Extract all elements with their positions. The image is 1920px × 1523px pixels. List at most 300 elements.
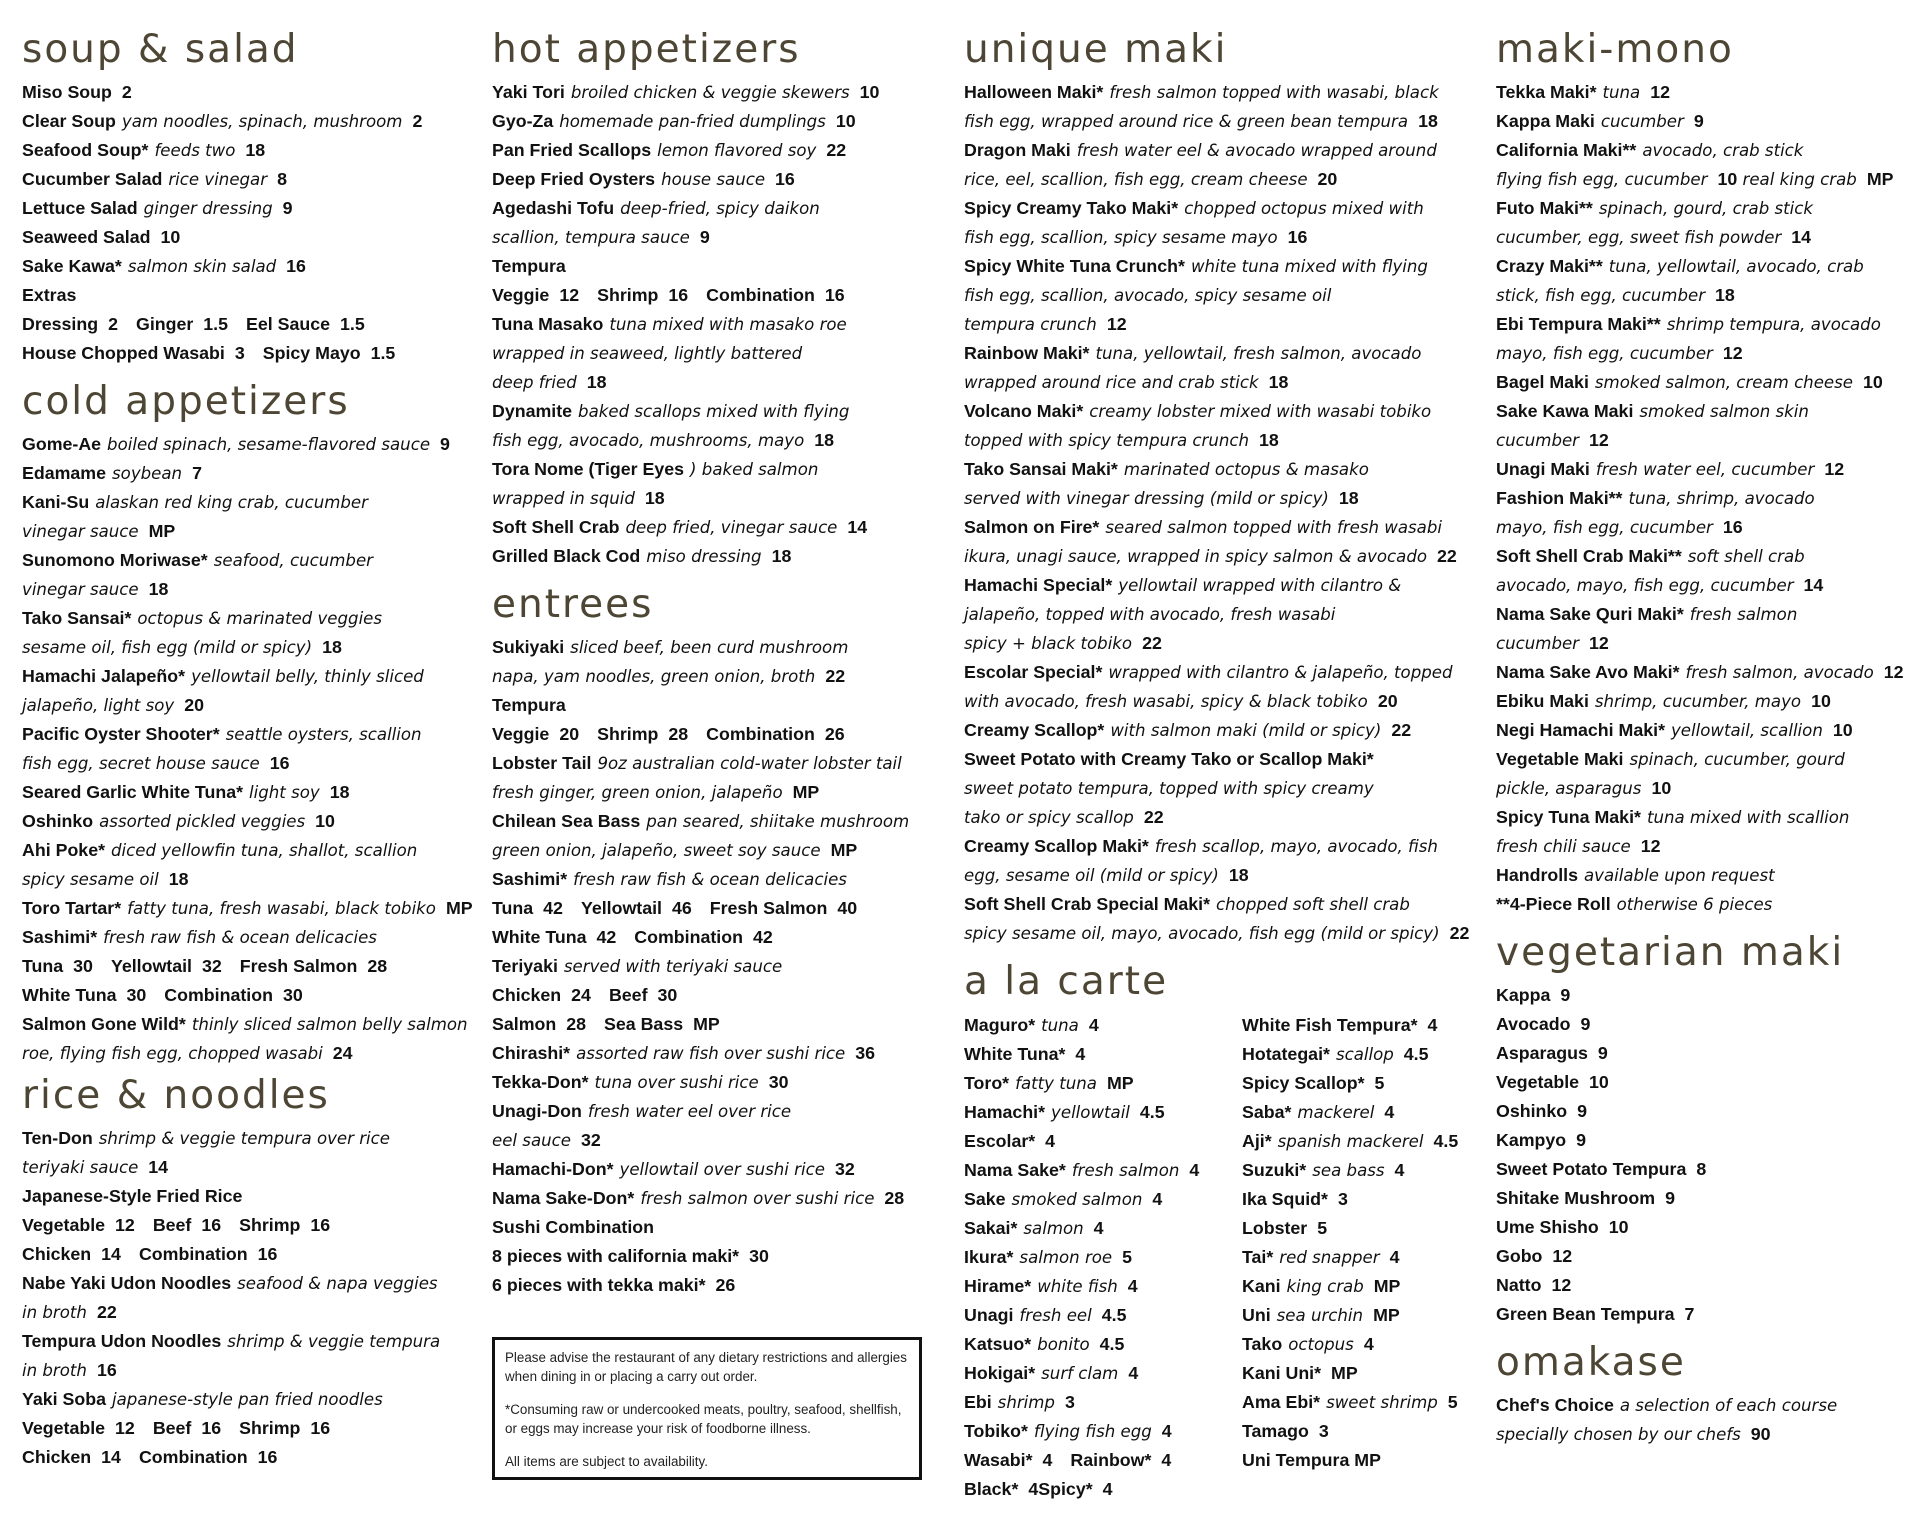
menu-line — [964, 426, 1484, 455]
item-name: Sake — [964, 1189, 1006, 1209]
item-name: Teriyaki — [492, 956, 558, 976]
menu-line — [964, 1359, 1234, 1388]
item-name: Hamachi* — [964, 1102, 1046, 1122]
price: 4 — [1102, 1479, 1113, 1499]
menu-line — [22, 865, 482, 894]
price: 16 — [668, 285, 689, 305]
item-name: Pacific Oyster Shooter* — [22, 724, 220, 744]
price: 22 — [826, 140, 847, 160]
item-name: Extras — [22, 285, 77, 305]
item-name: Beef — [152, 1418, 192, 1438]
item-description: shrimp, cucumber, mayo — [1594, 692, 1802, 711]
item-name: Toro* — [964, 1073, 1010, 1093]
item-name: Cucumber Salad — [22, 169, 163, 189]
menu-line — [964, 774, 1484, 803]
item-name: Aji* — [1242, 1131, 1272, 1151]
menu-line — [492, 1271, 932, 1300]
item-description: topped with spicy tempura crunch — [964, 431, 1250, 450]
item-name: Ume Shisho — [1496, 1217, 1599, 1237]
item-description: green onion, jalapeño, sweet soy sauce — [492, 841, 821, 860]
price: 22 — [1437, 546, 1457, 566]
price: 2 — [412, 111, 423, 131]
menu-line — [1496, 716, 1916, 745]
item-description: fish egg, scallion, spicy sesame mayo — [964, 228, 1278, 247]
item-description: seafood & napa veggies — [237, 1274, 438, 1293]
price: 4.5 — [1139, 1102, 1165, 1122]
menu-line — [492, 78, 932, 107]
menu-line — [1496, 1068, 1916, 1097]
price: 4 — [1427, 1015, 1438, 1035]
item-name: Nama Sake-Don* — [492, 1188, 635, 1208]
item-name: Tako — [1242, 1334, 1283, 1354]
price: 16 — [257, 1244, 278, 1264]
menu-line — [492, 1097, 932, 1126]
menu-line — [1496, 832, 1916, 861]
menu-line — [964, 745, 1484, 774]
item-description: yellowtail over sushi rice — [619, 1160, 825, 1179]
item-description: fresh raw fish & ocean delicacies — [573, 870, 847, 889]
item-name: Oshinko — [22, 811, 94, 831]
price: 3 — [1318, 1421, 1329, 1441]
item-description: creamy lobster mixed with wasabi tobiko — [1089, 402, 1432, 421]
menu-line — [1496, 484, 1916, 513]
item-name: Escolar* — [964, 1131, 1036, 1151]
menu-line — [1242, 1243, 1502, 1272]
menu-line — [22, 136, 482, 165]
item-name: Fashion Maki** — [1496, 488, 1623, 508]
item-description: shrimp tempura, avocado — [1666, 315, 1881, 334]
item-description: tako or spicy scallop — [964, 808, 1134, 827]
price: 24 — [332, 1043, 353, 1063]
item-name: Tuna — [492, 898, 534, 918]
item-name: Vegetable — [22, 1418, 106, 1438]
price: 22 — [1449, 923, 1470, 943]
item-name: Lettuce Salad — [22, 198, 138, 218]
price: 9 — [282, 198, 293, 218]
item-description: salmon skin salad — [127, 257, 277, 276]
item-description: served with teriyaki sauce — [563, 957, 783, 976]
item-description: scallion, tempura sauce — [492, 228, 690, 247]
item-name: Pan Fried Scallops — [492, 140, 652, 160]
menu-line — [1242, 1359, 1502, 1388]
menu-line — [22, 165, 482, 194]
menu-line — [492, 513, 932, 542]
item-description: seattle oysters, scallion — [225, 725, 422, 744]
item-description: seared salmon topped with fresh wasabi — [1105, 518, 1442, 537]
item-description: roe, flying fish egg, chopped wasabi — [22, 1044, 323, 1063]
item-name: Nama Sake Avo Maki* — [1496, 662, 1680, 682]
item-description: available upon request — [1584, 866, 1775, 885]
item-description: with avocado, fresh wasabi, spicy & black tobiko — [964, 692, 1368, 711]
item-name: Soft Shell Crab Special Maki* — [964, 894, 1211, 914]
item-name: Tuna — [22, 956, 64, 976]
menu-line — [492, 194, 932, 223]
price: 4 — [1389, 1247, 1400, 1267]
item-name: Katsuo* — [964, 1334, 1032, 1354]
item-description: smoked salmon skin — [1639, 402, 1809, 421]
item-name: Grilled Black Cod — [492, 546, 641, 566]
item-name: Sweet Potato Tempura — [1496, 1159, 1687, 1179]
item-name: Natto — [1496, 1275, 1542, 1295]
menu-line — [1496, 78, 1916, 107]
item-name: Uni Tempura MP — [1242, 1450, 1381, 1470]
item-name: Deep Fried Oysters — [492, 169, 656, 189]
item-name: Spicy Scallop* — [1242, 1073, 1365, 1093]
item-name: Tai* — [1242, 1247, 1274, 1267]
item-name: Futo Maki** — [1496, 198, 1593, 218]
item-name: House Chopped Wasabi — [22, 343, 225, 363]
item-description: tuna mixed with scallion — [1646, 808, 1850, 827]
price: 4.5 — [1403, 1044, 1429, 1064]
item-name: Spicy White Tuna Crunch* — [964, 256, 1185, 276]
menu-line — [1496, 1184, 1916, 1213]
item-description: spanish mackerel — [1277, 1132, 1424, 1151]
item-name: Yaki Soba — [22, 1389, 107, 1409]
menu-line — [492, 252, 932, 281]
item-description: ikura, unagi sauce, wrapped in spicy salmon & avocado — [964, 547, 1428, 566]
item-name: Veggie — [492, 724, 550, 744]
price: 5 — [1447, 1392, 1458, 1412]
menu-line — [1242, 1301, 1502, 1330]
price: 9 — [1693, 111, 1704, 131]
price: 10 — [1811, 691, 1831, 711]
item-name: Seafood Soup* — [22, 140, 149, 160]
menu-line — [492, 807, 932, 836]
menu-line — [964, 1156, 1234, 1185]
menu-line — [964, 513, 1484, 542]
price: 9 — [699, 227, 710, 247]
menu-line — [492, 1213, 932, 1242]
item-description: house sauce — [661, 170, 766, 189]
section-heading-entrees: entrees — [492, 582, 654, 627]
item-name: Sakai* — [964, 1218, 1018, 1238]
item-name: Chicken — [22, 1244, 92, 1264]
price: 30 — [657, 985, 678, 1005]
price: 4.5 — [1433, 1131, 1459, 1151]
menu-line — [22, 778, 482, 807]
menu-line — [492, 368, 932, 397]
menu-line — [492, 778, 932, 807]
item-name: Saba* — [1242, 1102, 1292, 1122]
item-description: king crab — [1286, 1277, 1364, 1296]
item-description: chopped soft shell crab — [1216, 895, 1410, 914]
price: MP — [148, 521, 176, 541]
item-name: Hotategai* — [1242, 1044, 1330, 1064]
price: 12 — [115, 1418, 135, 1438]
price: 9 — [440, 434, 450, 454]
item-name: Soft Shell Crab — [492, 517, 620, 537]
item-name: Dressing — [22, 314, 99, 334]
price: 4.5 — [1101, 1305, 1127, 1325]
item-name: Creamy Scallop Maki* — [964, 836, 1149, 856]
item-name: Clear Soup — [22, 111, 116, 131]
menu-line — [22, 1414, 482, 1443]
item-description: lemon flavored soy — [657, 141, 817, 160]
item-name: Yaki Tori — [492, 82, 565, 102]
price: 10 — [835, 111, 856, 131]
section-heading-rice-noodles: rice & noodles — [22, 1073, 330, 1118]
item-name: Sunomono Moriwase* — [22, 550, 208, 570]
item-name: Ama Ebi* — [1242, 1392, 1321, 1412]
item-name: Spicy Mayo — [262, 343, 361, 363]
item-name: Tempura — [492, 256, 566, 276]
item-description: real king crab — [1737, 170, 1857, 189]
section-heading-a-la-carte: a la carte — [964, 959, 1169, 1004]
menu-line — [492, 981, 932, 1010]
price: 14 — [1803, 575, 1824, 595]
item-description: assorted raw fish over sushi rice — [576, 1044, 846, 1063]
price: 12 — [1722, 343, 1743, 363]
item-name: Ika Squid* — [1242, 1189, 1328, 1209]
menu-line — [1496, 1213, 1916, 1242]
item-description: napa, yam noodles, green onion, broth — [492, 667, 816, 686]
item-description: sweet shrimp — [1326, 1393, 1438, 1412]
item-name: Sashimi* — [22, 927, 98, 947]
item-name: Sake Kawa* — [22, 256, 122, 276]
dietary-notice-box — [492, 1337, 922, 1480]
price: 12 — [1589, 633, 1609, 653]
item-description: ginger dressing — [143, 199, 273, 218]
price: 9 — [1597, 1043, 1608, 1063]
item-name: Chirashi* — [492, 1043, 571, 1063]
menu-line — [1242, 1446, 1502, 1475]
price: 3 — [1064, 1392, 1075, 1412]
price: 28 — [367, 956, 388, 976]
menu-line — [22, 691, 482, 720]
item-name: Tako Sansai* — [22, 608, 132, 628]
menu-line — [1496, 571, 1916, 600]
menu-line — [964, 803, 1484, 832]
item-description: wrapped with cilantro & jalapeño, topped — [1108, 663, 1453, 682]
price: 18 — [1268, 372, 1289, 392]
menu-column-2 — [492, 22, 932, 1300]
item-description: sliced beef, been curd mushroom — [570, 638, 849, 657]
menu-line — [22, 1153, 482, 1182]
item-description: japanese-style pan fried noodles — [112, 1390, 383, 1409]
item-description: yam noodles, spinach, mushroom — [121, 112, 403, 131]
menu-line — [1496, 397, 1916, 426]
menu-line — [492, 1126, 932, 1155]
item-description: fresh salmon — [1689, 605, 1798, 624]
section-heading-cold-appetizers: cold appetizers — [22, 379, 350, 424]
item-description: tuna over sushi rice — [594, 1073, 759, 1092]
menu-line — [22, 1327, 482, 1356]
price: 12 — [559, 285, 580, 305]
item-description: yellowtail, scallion — [1670, 721, 1823, 740]
item-description: white tuna mixed with flying — [1190, 257, 1428, 276]
price: 26 — [715, 1275, 736, 1295]
menu-line — [964, 1446, 1234, 1475]
item-name: Dynamite — [492, 401, 573, 421]
item-description: cucumber — [1600, 112, 1684, 131]
price: 10 — [1608, 1217, 1629, 1237]
item-name: Salmon on Fire* — [964, 517, 1100, 537]
menu-line — [1242, 1185, 1502, 1214]
price: 5 — [1317, 1218, 1328, 1238]
item-description: smoked salmon, cream cheese — [1594, 373, 1853, 392]
price: 4 — [1128, 1363, 1139, 1383]
item-name: Maguro* — [964, 1015, 1036, 1035]
item-description: otherwise 6 pieces — [1616, 895, 1773, 914]
price: 8 — [277, 169, 287, 189]
menu-line — [1242, 1127, 1502, 1156]
price: 2 — [121, 82, 132, 102]
item-description: sea bass — [1312, 1161, 1385, 1180]
price: MP — [792, 782, 820, 802]
menu-line — [1496, 687, 1916, 716]
item-description: spinach, cucumber, gourd — [1629, 750, 1845, 769]
price: 26 — [824, 724, 845, 744]
item-description: fresh salmon, avocado — [1685, 663, 1874, 682]
price: MP — [830, 840, 858, 860]
price: 18 — [322, 637, 342, 657]
item-name: Tako Sansai Maki* — [964, 459, 1118, 479]
item-name: Ikura* — [964, 1247, 1014, 1267]
menu-line — [1242, 1011, 1502, 1040]
menu-line — [22, 1124, 482, 1153]
item-name: Vegetable Maki — [1496, 749, 1624, 769]
price: MP — [1373, 1276, 1401, 1296]
menu-line — [964, 629, 1484, 658]
item-description: fish egg, wrapped around rice & green bean tempura — [964, 112, 1409, 131]
price: 22 — [1142, 633, 1162, 653]
price: 9 — [1577, 1101, 1588, 1121]
item-description: sweet potato tempura, topped with spicy creamy — [964, 779, 1374, 798]
price: 9 — [1580, 1014, 1591, 1034]
item-description: shrimp & veggie tempura — [227, 1332, 441, 1351]
price: MP — [1331, 1363, 1358, 1383]
menu-line — [22, 310, 482, 339]
menu-line — [1496, 223, 1916, 252]
price: 4 — [1042, 1450, 1053, 1470]
price: 12 — [1640, 836, 1661, 856]
item-name: Salmon — [492, 1014, 557, 1034]
item-name: Fresh Salmon — [239, 956, 358, 976]
item-name: Rainbow Maki* — [964, 343, 1090, 363]
menu-line — [492, 662, 932, 691]
item-description: sea urchin — [1276, 1306, 1364, 1325]
item-name: Tobiko* — [964, 1421, 1028, 1441]
availability-note: All items are subject to availability. — [505, 1454, 708, 1469]
item-name: Combination — [706, 285, 815, 305]
menu-line — [492, 107, 932, 136]
item-description: spicy sesame oil — [22, 870, 159, 889]
price: 12 — [1824, 459, 1845, 479]
price: 4 — [1384, 1102, 1395, 1122]
item-description: fresh chili sauce — [1496, 837, 1631, 856]
raw-food-warning: *Consuming raw or undercooked meats, poultry, seafood, shellfish, or eggs may increase your risk of foodborne illness. — [505, 1402, 902, 1436]
item-name: Gobo — [1496, 1246, 1543, 1266]
item-name: White Tuna* — [964, 1044, 1066, 1064]
item-description: yellowtail wrapped with cilantro & — [1118, 576, 1402, 595]
menu-line — [964, 832, 1484, 861]
menu-line — [22, 1010, 482, 1039]
menu-line — [22, 1182, 482, 1211]
item-description: fish egg, avocado, mushrooms, mayo — [492, 431, 805, 450]
item-name: Kappa — [1496, 985, 1551, 1005]
item-name: Crazy Maki** — [1496, 256, 1603, 276]
menu-line — [964, 861, 1484, 890]
menu-line — [22, 575, 482, 604]
price: 42 — [752, 927, 773, 947]
menu-line — [22, 1443, 482, 1472]
item-name: Vegetable — [1496, 1072, 1580, 1092]
price: 16 — [96, 1360, 117, 1380]
menu-line — [1496, 1271, 1916, 1300]
item-description: specially chosen by our chefs — [1496, 1425, 1741, 1444]
item-description: avocado, mayo, fish egg, cucumber — [1496, 576, 1794, 595]
price: 4 — [1045, 1131, 1056, 1151]
item-description: cucumber — [1496, 431, 1580, 450]
item-name: Seared Garlic White Tuna* — [22, 782, 244, 802]
price: 7 — [1684, 1304, 1695, 1324]
menu-line — [1496, 542, 1916, 571]
menu-line — [492, 923, 932, 952]
item-name: Unagi-Don — [492, 1101, 582, 1121]
item-description: fish egg, scallion, avocado, spicy sesame oil — [964, 286, 1332, 305]
price: 4 — [1161, 1421, 1172, 1441]
item-description: in broth — [22, 1361, 87, 1380]
menu-line — [1496, 1126, 1916, 1155]
item-name: Chilean Sea Bass — [492, 811, 641, 831]
menu-line — [964, 339, 1484, 368]
menu-line — [492, 397, 932, 426]
menu-line — [492, 1039, 932, 1068]
menu-line — [492, 836, 932, 865]
price: 28 — [884, 1188, 905, 1208]
item-description: fatty tuna, fresh wasabi, black tobiko — [127, 899, 436, 918]
menu-line — [22, 430, 482, 459]
menu-line — [492, 426, 932, 455]
allergy-notice: Please advise the restaurant of any dietary restrictions and allergies when dining in or placing a carry out order. — [505, 1350, 907, 1384]
item-name: Chef's Choice — [1496, 1395, 1614, 1415]
item-name: Kampyo — [1496, 1130, 1567, 1150]
a-la-carte-column-1 — [964, 1011, 1234, 1504]
item-name: White Tuna — [492, 927, 587, 947]
menu-line — [1496, 1242, 1916, 1271]
item-description: mackerel — [1297, 1103, 1375, 1122]
item-description: in broth — [22, 1303, 87, 1322]
item-name: Miso Soup — [22, 82, 112, 102]
price: 24 — [571, 985, 591, 1005]
menu-line — [22, 923, 482, 952]
item-name: Ginger — [135, 314, 194, 334]
price: 3 — [234, 343, 245, 363]
menu-line — [1496, 1300, 1916, 1329]
item-description: sesame oil, fish egg (mild or spicy) — [22, 638, 313, 657]
menu-line — [964, 107, 1484, 136]
price: 18 — [1259, 430, 1279, 450]
menu-line — [1496, 455, 1916, 484]
price: MP — [693, 1014, 720, 1034]
item-name: Handrolls — [1496, 865, 1579, 885]
menu-line — [1496, 339, 1916, 368]
item-description: teriyaki sauce — [22, 1158, 139, 1177]
menu-line — [964, 1301, 1234, 1330]
menu-line — [1496, 107, 1916, 136]
item-name: Spicy Tuna Maki* — [1496, 807, 1641, 827]
item-name: Yellowtail — [580, 898, 662, 918]
section-heading-soup-salad: soup & salad — [22, 27, 299, 72]
item-name: Seaweed Salad — [22, 227, 151, 247]
item-name: Edamame — [22, 463, 107, 483]
item-description: mayo, fish egg, cucumber — [1496, 518, 1713, 537]
item-description: salmon roe — [1019, 1248, 1113, 1267]
item-name: Shrimp — [597, 285, 659, 305]
menu-line — [964, 1185, 1234, 1214]
menu-line — [964, 1011, 1234, 1040]
menu-line — [22, 488, 482, 517]
